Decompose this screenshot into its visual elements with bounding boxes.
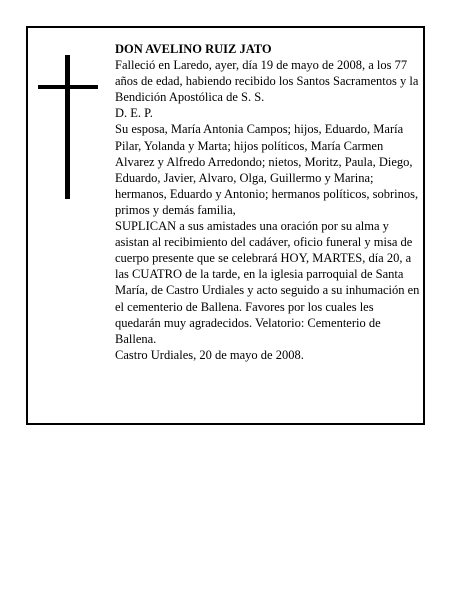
rip-line: D. E. P. [115, 106, 153, 121]
place-and-date: Castro Urdiales, 20 de mayo de 2008. [115, 347, 304, 362]
deceased-name: DON AVELINO RUIZ JATO [115, 42, 272, 56]
funeral-request [115, 218, 420, 347]
death-announcement: Falleció en Laredo, ayer, día 19 de mayo de 2008, a los 77 años de edad, habiendo recibido los Santos Sacramentos y la Bendición Apostólica de S. S. [115, 58, 419, 105]
family-list: Su esposa, María Antonia Campos; hijos, Eduardo, María Pilar, Yolanda y Marta; hijos políticos, María Carmen Alvarez y Alfredo Arredondo; nietos, Moritz, Paula, Diego, Eduardo, Javier, Alvaro, Olga, Guillermo y Marina; hermanos, Eduardo y Antonio; hermanos políticos, sobrinos, primos y demás familia, [115, 122, 419, 217]
cross-vertical-bar [65, 55, 70, 199]
obituary-notice [26, 26, 425, 425]
cross-horizontal-bar [38, 85, 98, 89]
request-verb: SUPLICAN [115, 219, 177, 234]
notice-body [115, 41, 420, 363]
latin-cross-icon [38, 55, 98, 199]
request-details: a sus amistades una oración por su alma y asistan al recibimiento del cadáver, oficio funeral y misa de cuerpo presente que se celebrará HOY, MARTES, día 20, a las CUATRO de la tarde, en la iglesia parroquial de Santa María, de Castro Urdiales y acto seguido a su inhumación en el cementerio de Ballena. Favores por los cuales les quedarán muy agradecidos. Velatorio: Cementerio de Ballena. [115, 219, 420, 346]
